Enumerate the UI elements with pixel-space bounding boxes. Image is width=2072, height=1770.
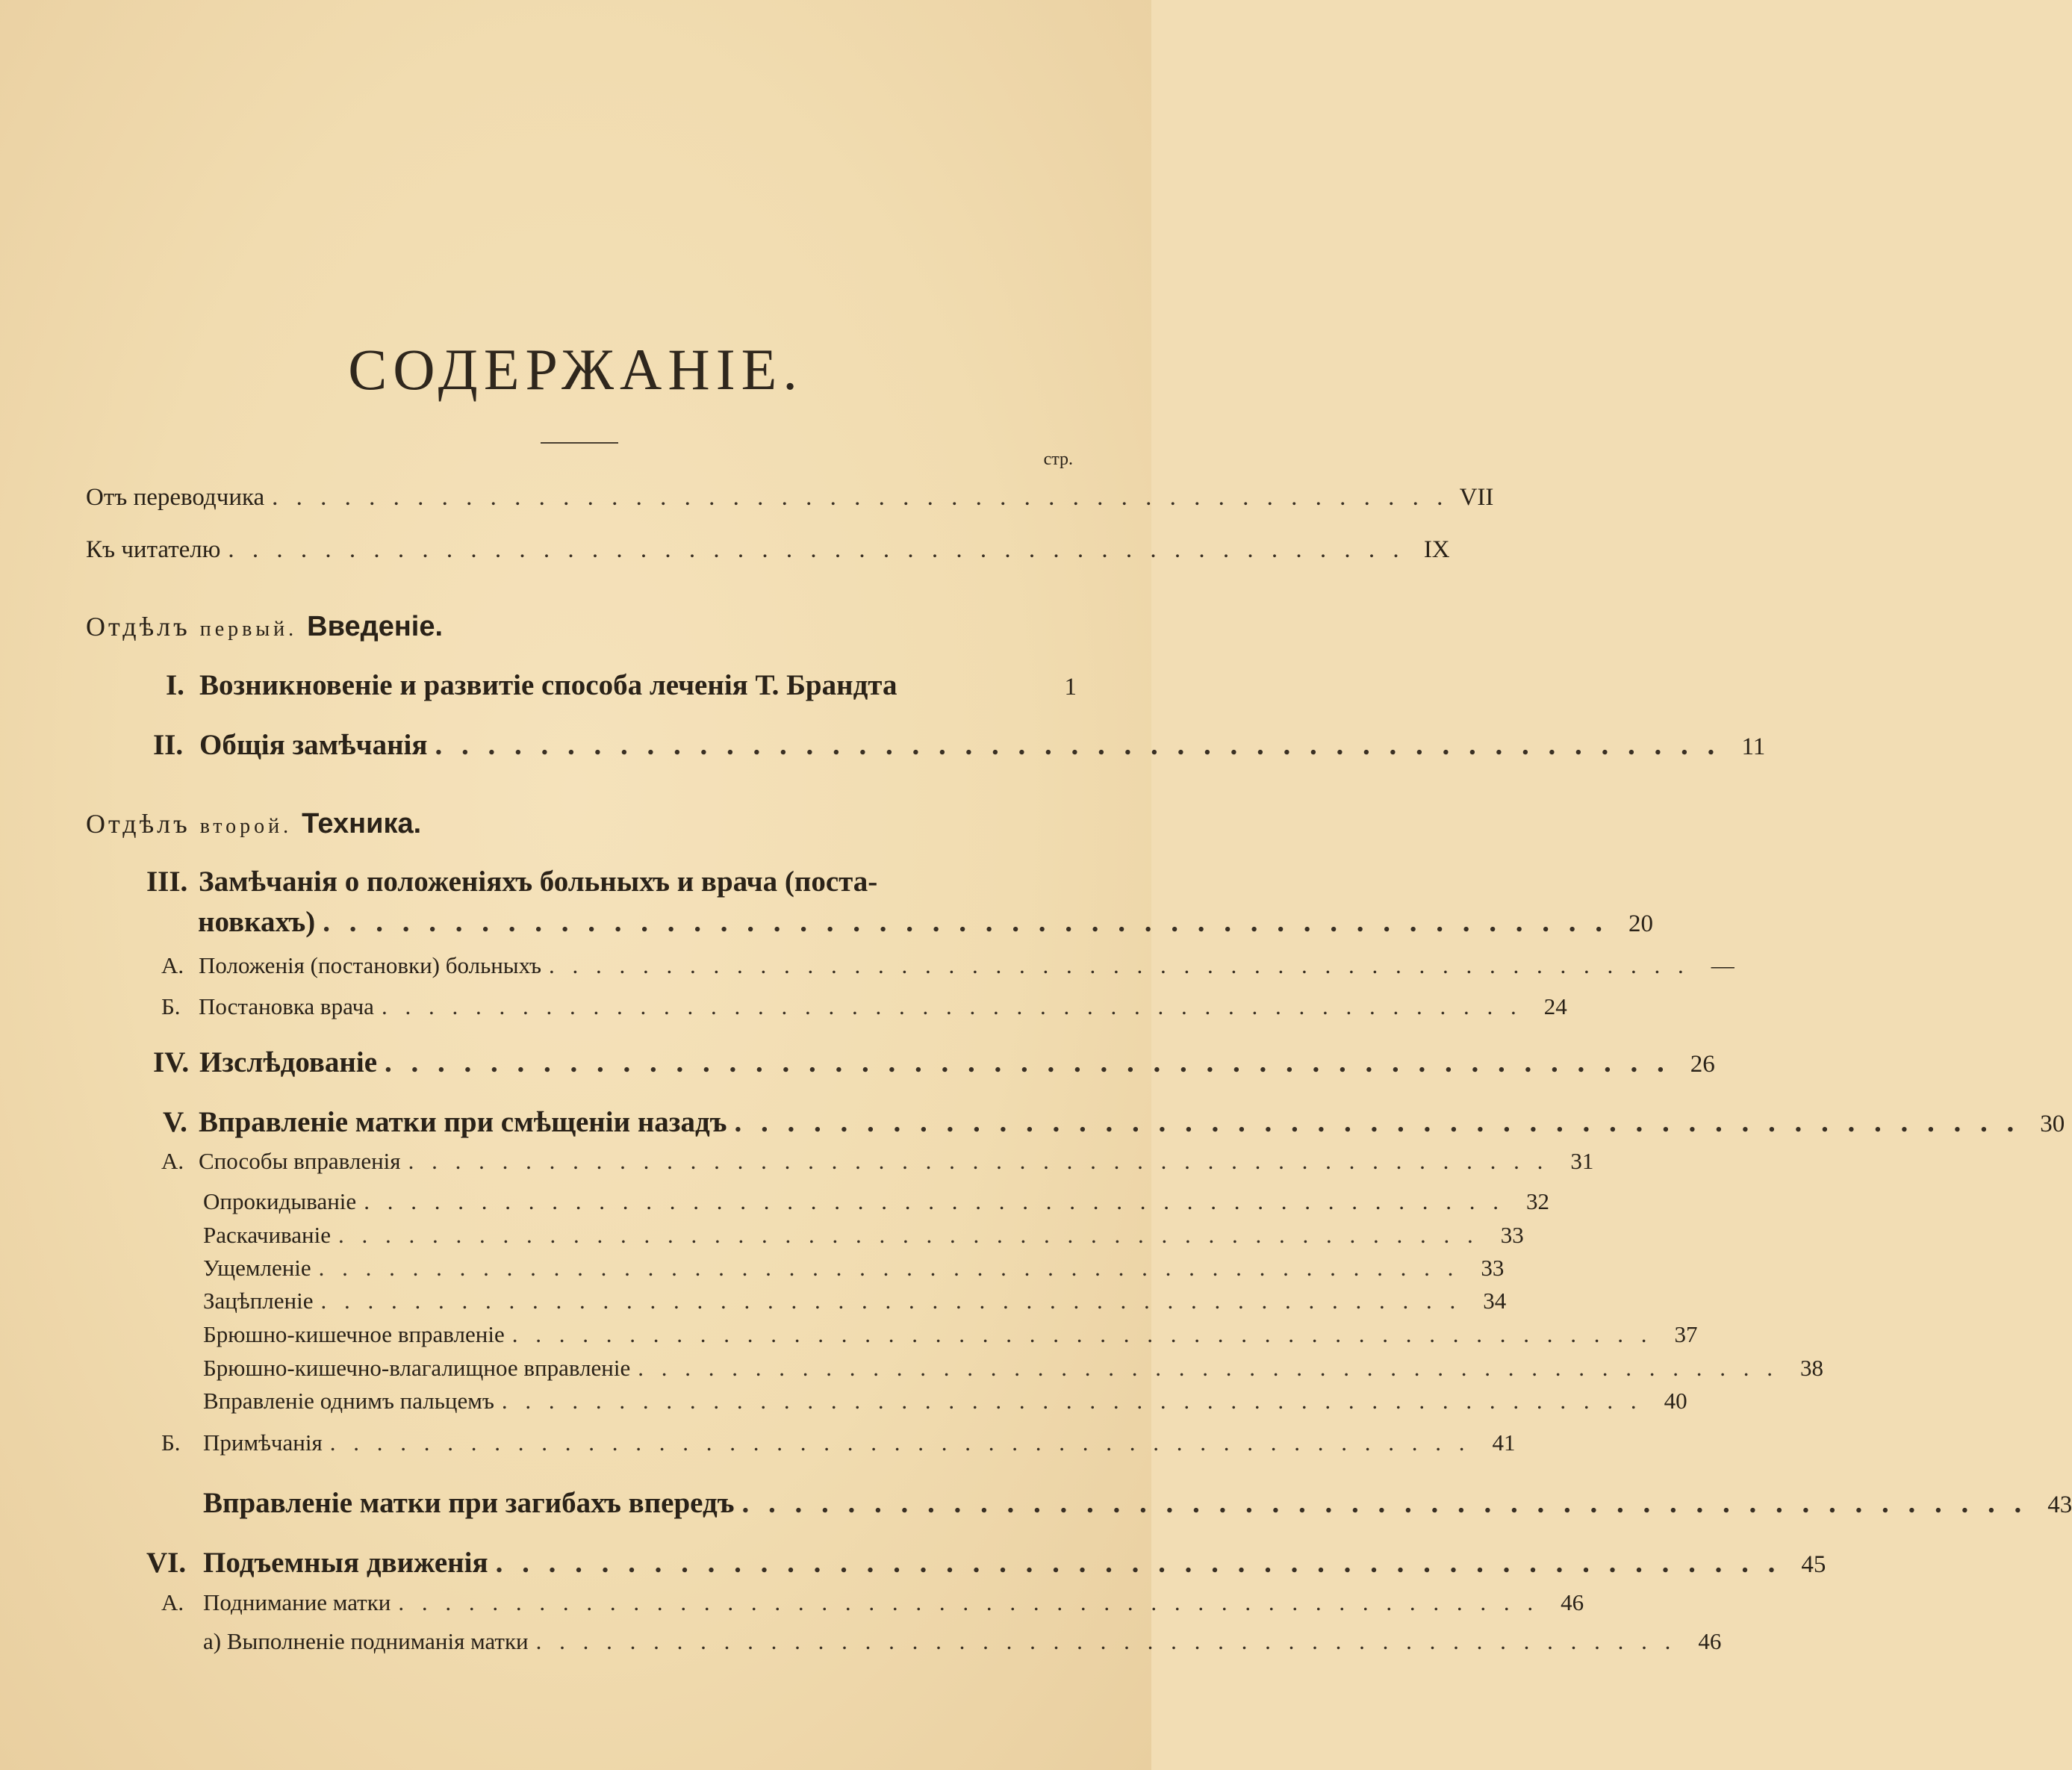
toc-page: 38 <box>1800 1355 1824 1381</box>
toc-label: Замѣчанiя о положенiяхъ больныхъ и врача (поста- <box>199 866 878 898</box>
toc-entry <box>153 728 1766 762</box>
toc-label: Примѣчанiя <box>203 1429 323 1456</box>
leader-dots: . . . . . . . . . . . . . . . . . . . . . . . . . . . . . . . . . . . . . . . . . . . . . . . . . <box>495 1547 1782 1579</box>
toc-page: 43 <box>2047 1491 2072 1518</box>
toc-label: а) Выполненiе подниманiя матки <box>203 1628 529 1654</box>
toc-label: Способы вправленiя <box>199 1148 401 1174</box>
toc-label: Раскачиванiе <box>203 1222 331 1248</box>
leader-dots: . . . . . . . . . . . . . . . . . . . . . . . . . . . . . . . . . . . . . . . . . . . . . . . . . <box>318 1255 1460 1281</box>
toc-number: VI. <box>146 1547 187 1579</box>
toc-page: 33 <box>1500 1222 1524 1248</box>
toc-label: Брюшно-кишечное вправленiе <box>203 1321 505 1347</box>
leader-dots: . . . . . . . . . . . . . . . . . . . . . . . . . . . . . . . . . . . . . . . . . . . . . . . . . <box>435 729 1721 761</box>
toc-number: А. <box>161 1148 184 1174</box>
toc-entry <box>163 1105 2065 1139</box>
leader-dots: . . . . . . . . . . . . . . . . . . . . . . . . . . . . . . . . . . . . . . . . . . . . . . . . . <box>511 1321 1653 1347</box>
leader-dots: . . . . . . . . . . . . . . . . . . . . . . . . . . . . . . . . . . . . . . . . . . . . . . . . . <box>398 1589 1540 1615</box>
toc-entry <box>86 536 1450 564</box>
toc-label: новкахъ) <box>198 906 316 938</box>
leader-dots: . . . . . . . . . . . . . . . . . . . . . . . . . . . . . . . . . . . . . . . . . . . . . . . . . <box>548 952 1690 978</box>
toc-number: А. <box>161 952 184 978</box>
leader-dots: . . . . . . . . . . . . . . . . . . . . . . . . . . . . . . . . . . . . . . . . . . . . . . . . . <box>741 1487 2028 1519</box>
toc-label: Возникновенiе и развитiе способа леченiя Т. Брандта <box>199 669 897 701</box>
toc-entry-continuation <box>198 905 1653 939</box>
leader-dots: . . . . . . . . . . . . . . . . . . . . . . . . . . . . . . . . . . . . . . . . . . . . . . . . . <box>734 1106 2020 1138</box>
toc-page: 33 <box>1481 1255 1505 1281</box>
toc-entry <box>161 993 1567 1020</box>
toc-entry <box>166 668 1077 702</box>
leader-dots: . . . . . . . . . . . . . . . . . . . . . . . . . . . . . . . . . . . . . . . . . . . . . . . . . <box>501 1388 1643 1414</box>
toc-entry <box>203 1188 1549 1215</box>
leader-dots: . . . . . . . . . . . . . . . . . . . . . . . . . . . . . . . . . . . . . . . . . . . . . . . . . <box>535 1628 1677 1654</box>
toc-label: Опрокидыванiе <box>203 1188 357 1214</box>
section-prefix: Отдѣлъ <box>86 809 190 839</box>
leader-dots: . . . . . . . . . . . . . . . . . . . . . . . . . . . . . . . . . . . . . . . . . . . . . . . . . <box>338 1222 1479 1248</box>
toc-entry <box>146 865 1077 898</box>
toc-label: Къ читателю <box>86 536 221 563</box>
toc-entry <box>161 952 1735 979</box>
toc-label: Положенiя (постановки) больныхъ <box>199 952 541 978</box>
leader-dots: . . . . . . . . . . . . . . . . . . . . . . . . . . . . . . . . . . . . . . . . . . . . . . . . . <box>272 484 1449 511</box>
section-ordinal: первый. <box>199 618 298 641</box>
toc-label: Ущемленiе <box>203 1255 311 1281</box>
toc-page: IX <box>1423 536 1450 563</box>
toc-entry <box>161 1589 1584 1616</box>
leader-dots: . . . . . . . . . . . . . . . . . . . . . . . . . . . . . . . . . . . . . . . . . . . . . . . . . <box>385 1046 1670 1078</box>
section-heading <box>86 611 443 643</box>
toc-number: III. <box>146 866 188 898</box>
toc-entry <box>203 1222 1524 1249</box>
leader-dots: . . . . . . . . . . . . . . . . . . . . . . . . . . . . . . . . . . . . . . . . . . . . . . . . . <box>329 1429 1471 1456</box>
toc-page: — <box>1711 952 1735 978</box>
toc-page: 20 <box>1628 910 1653 937</box>
toc-page: 32 <box>1525 1188 1549 1214</box>
leader-dots: . . . . . . . . . . . . . . . . . . . . . . . . . . . . . . . . . . . . . . . . . . . . . . . . . <box>638 1355 1779 1381</box>
toc-label: Зацѣпленiе <box>203 1288 314 1314</box>
section-name: Введенiе. <box>307 611 444 642</box>
section-ordinal: второй. <box>199 815 293 838</box>
toc-page: 34 <box>1483 1288 1507 1314</box>
toc-entry <box>203 1288 1507 1314</box>
toc-entry <box>203 1355 1824 1382</box>
toc-label: Брюшно-кишечно-влагалищное вправленiе <box>203 1355 631 1381</box>
toc-label: Вправленiе матки при загибахъ впередъ <box>203 1487 735 1519</box>
leader-dots: . . . . . . . . . . . . . . . . . . . . . . . . . . . . . . . . . . . . . . . . . . . . . . . . . <box>408 1148 1549 1174</box>
toc-page: 41 <box>1492 1429 1516 1456</box>
toc-number: Б. <box>161 1429 181 1456</box>
toc-number: II. <box>153 729 184 761</box>
toc-label: Постановка врача <box>199 993 374 1019</box>
toc-entry <box>203 1388 1687 1415</box>
toc-page: 46 <box>1561 1589 1584 1615</box>
toc-number: IV. <box>153 1046 190 1078</box>
section-prefix: Отдѣлъ <box>86 612 190 642</box>
toc-page: 1 <box>1064 674 1077 701</box>
toc-label: Изслѣдованiе <box>199 1046 378 1078</box>
page-title: СОДЕРЖАНIЕ. <box>348 337 803 402</box>
toc-page: 37 <box>1674 1321 1698 1347</box>
toc-page: 26 <box>1690 1051 1715 1078</box>
toc-label: Вправленiе однимъ пальцемъ <box>203 1388 494 1414</box>
toc-label: Поднимание матки <box>203 1589 391 1615</box>
leader-dots: . . . . . . . . . . . . . . . . . . . . . . . . . . . . . . . . . . . . . . . . . . . . . . . . . <box>323 906 1608 938</box>
toc-number: I. <box>166 669 184 701</box>
toc-entry <box>146 1546 1826 1580</box>
toc-page: 40 <box>1664 1388 1687 1414</box>
leader-dots: . . . . . . . . . . . . . . . . . . . . . . . . . . . . . . . . . . . . . . . . . . . . . . . . . <box>228 536 1405 563</box>
toc-entry <box>203 1255 1505 1282</box>
toc-label: Подъемныя движенiя <box>203 1547 488 1579</box>
section-heading <box>86 808 421 840</box>
toc-entry <box>161 1148 1594 1175</box>
toc-page: 45 <box>1801 1551 1826 1578</box>
toc-label: Общiя замѣчанiя <box>199 729 428 761</box>
toc-number: V. <box>163 1106 187 1138</box>
toc-page: 46 <box>1698 1628 1722 1654</box>
toc-label: Отъ переводчика <box>86 484 265 511</box>
leader-dots: . . . . . . . . . . . . . . . . . . . . . . . . . . . . . . . . . . . . . . . . . . . . . . . . . <box>381 993 1522 1019</box>
toc-entry <box>86 484 1494 512</box>
toc-number: А. <box>161 1589 184 1615</box>
section-name: Техника. <box>302 808 422 839</box>
toc-page: 30 <box>2040 1111 2065 1137</box>
page-column-label: стр. <box>1043 450 1073 469</box>
toc-page: 24 <box>1543 993 1567 1019</box>
title-rule <box>541 442 618 444</box>
toc-page: 11 <box>1741 733 1766 760</box>
leader-dots: . . . . . . . . . . . . . . . . . . . . . . . . . . . . . . . . . . . . . . . . . . . . . . . . . <box>364 1188 1505 1214</box>
toc-page: VII <box>1459 484 1494 511</box>
toc-entry <box>203 1628 1722 1655</box>
toc-number: Б. <box>161 993 181 1019</box>
toc-label: Вправленiе матки при смѣщенiи назадъ <box>199 1106 727 1138</box>
toc-entry <box>203 1321 1698 1348</box>
leader-dots: . . . . . . . . . . . . . . . . . . . . . . . . . . . . . . . . . . . . . . . . . . . . . . . . . <box>320 1288 1462 1314</box>
toc-entry <box>153 1046 1715 1079</box>
toc-entry <box>161 1429 1516 1456</box>
toc-page: 31 <box>1570 1148 1594 1174</box>
toc-entry <box>203 1486 2072 1520</box>
